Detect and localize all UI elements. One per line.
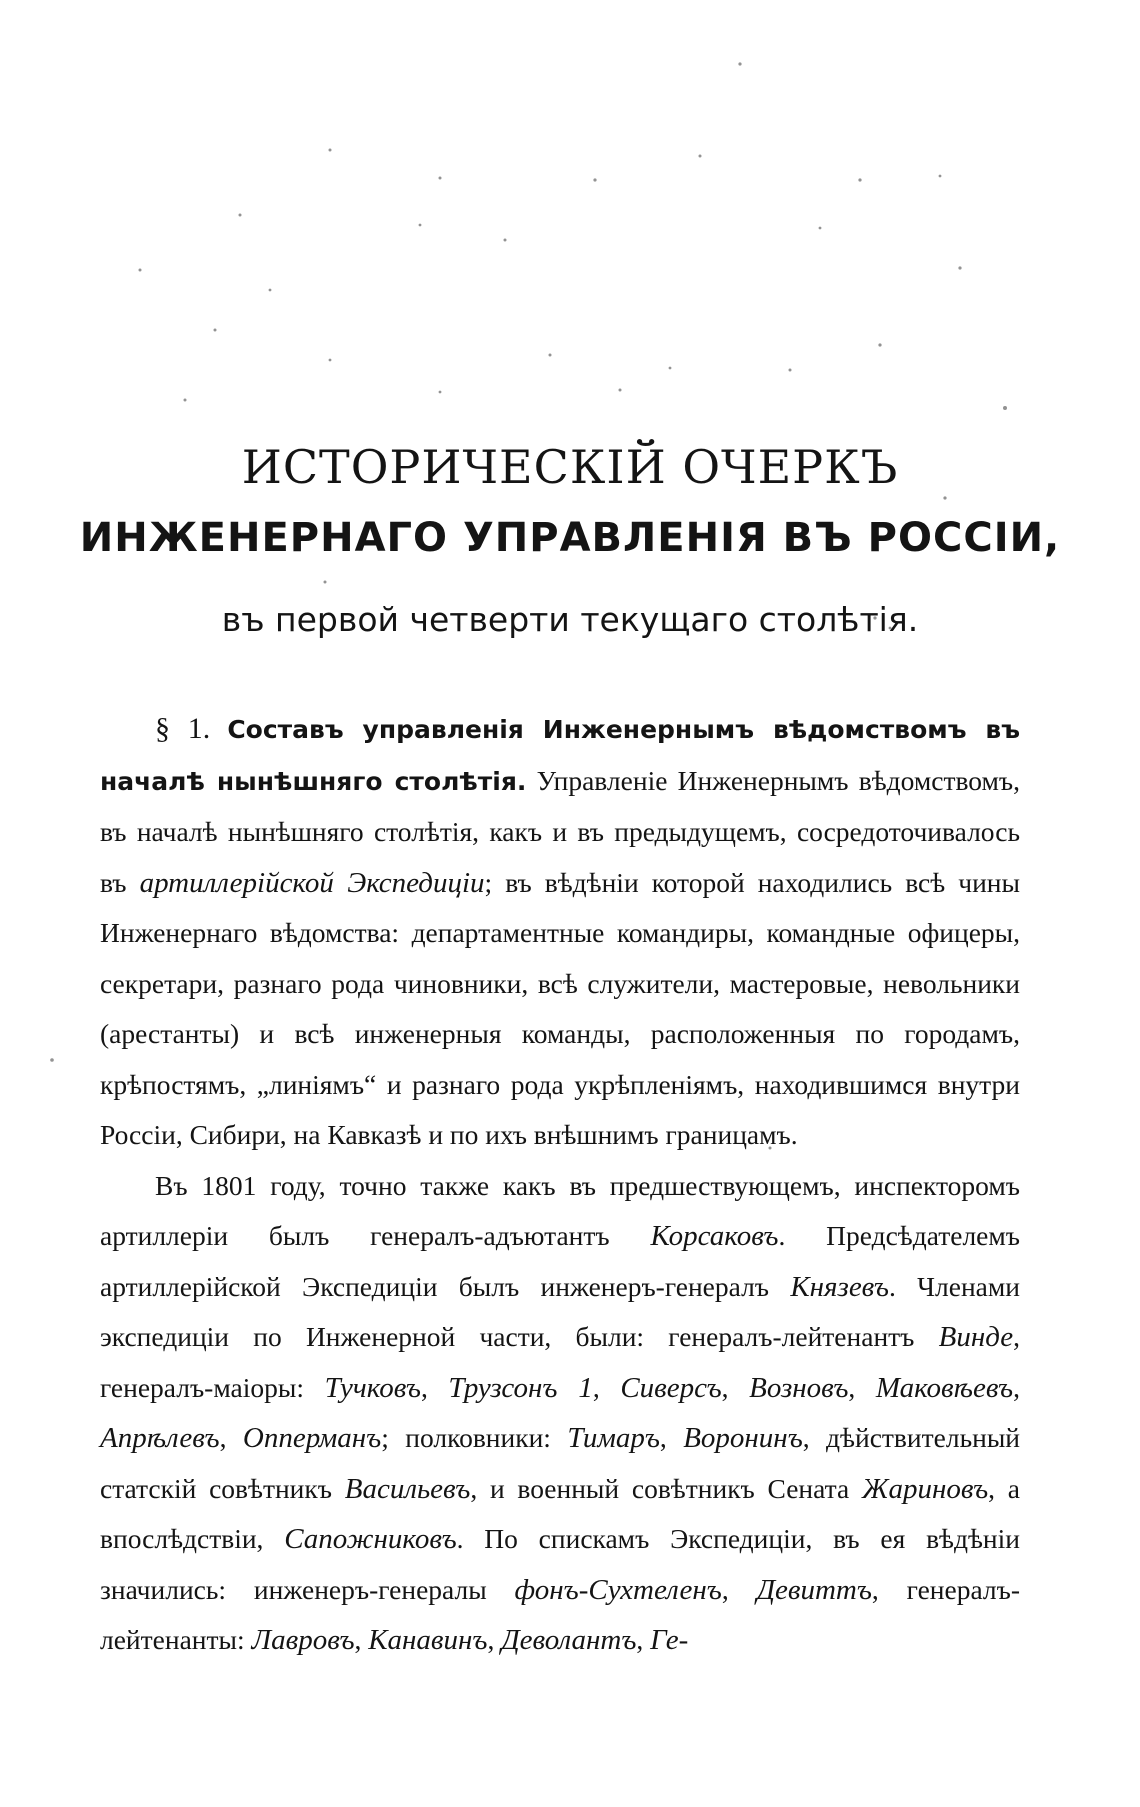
italic-name: Тучковъ [324, 1371, 421, 1404]
text-run: ; въ вѣдѣніи которой находились всѣ чины Инженернаго вѣдомства: департаментные командиры, командные офицеры, секретари, разнаго рода чиновники, всѣ служители, мастеровые, невольники (арестанты) и всѣ инженерныя команды, расположенныя по городамъ, крѣпостямъ, „линіямъ“ и разнаго рода укрѣпленіямъ, находившимся внутри Россіи, Сибири, на Кавказѣ и по ихъ внѣшнимъ границамъ. [100, 866, 1020, 1150]
italic-name: Ге- [650, 1624, 689, 1656]
italic-name: Жариновъ [861, 1472, 989, 1505]
text-run: , и военный совѣтникъ Сената [470, 1472, 862, 1504]
text-run: . По спискамъ Экспедиціи, въ ея вѣдѣніи значились: инженеръ-генералы [100, 1523, 1020, 1605]
text-run: . Членами экспедиціи по Инженерной части, были: генералъ-лейтенантъ [100, 1270, 1021, 1352]
paragraph-1 [100, 704, 1020, 1161]
text-run: , [592, 1371, 621, 1403]
italic-name: Апрѣлевъ [100, 1422, 220, 1454]
text-run: , дѣйствительный статскій совѣтникъ [100, 1422, 1021, 1504]
italic-name: Винде [938, 1321, 1014, 1353]
italic-name: фонъ-Сухтеленъ [514, 1573, 722, 1606]
section-heading: Составъ управленія Инженернымъ вѣдомствомъ въ началѣ нынѣшняго столѣтія. [100, 715, 1021, 796]
title-line-1: ИСТОРИЧЕСКІЙ ОЧЕРКЪ [241, 440, 899, 494]
text-run: , [636, 1624, 651, 1655]
text-run: Въ 1801 году, точно также какъ въ предшествующемъ, инспекторомъ артиллеріи былъ генералъ-адъютантъ [100, 1169, 1020, 1251]
paragraph-2 [100, 1161, 1020, 1666]
text-run: . Предсѣдателемъ артиллерійской Экспедиціи былъ инженеръ-генералъ [100, 1220, 1020, 1302]
italic-name: Корсаковъ [650, 1220, 779, 1252]
text-run: Управленіе Инженернымъ вѣдомствомъ, въ началѣ нынѣшняго столѣтія, какъ и въ предыдущемъ, сосредоточивалось въ [100, 764, 1020, 898]
text-run: , [721, 1371, 750, 1403]
italic-name: Возновъ [749, 1371, 849, 1404]
italic-name: Трузсонъ 1 [448, 1371, 593, 1404]
text-run: , [354, 1624, 369, 1655]
italic-name: Деволантъ [501, 1624, 637, 1656]
italic-name: Девиттъ [756, 1573, 872, 1606]
italic-name: Тимаръ [567, 1422, 660, 1454]
text-run: , [487, 1624, 502, 1655]
italic-name: Лавровъ [251, 1624, 355, 1656]
section-number: § 1. [155, 712, 211, 745]
italic-name: Воронинъ [683, 1422, 803, 1454]
main-text [100, 704, 1020, 1666]
italic-name: Опперманъ [242, 1422, 382, 1454]
italic-name: Сиверсъ [620, 1371, 722, 1404]
italic-name: Канавинъ [368, 1624, 488, 1656]
italic-name: Васильевъ [344, 1472, 471, 1505]
italic-name: Князевъ [790, 1270, 889, 1303]
italic-name: артиллерійской Экспедиціи [139, 866, 485, 899]
title-line-2: ИНЖЕНЕРНАГО УПРАВЛЕНІЯ ВЪ РОССІИ, [79, 515, 1061, 561]
text-run: , генералъ-маіоры: [100, 1321, 1020, 1403]
text-run: , [659, 1422, 684, 1453]
text-run: , а впослѣдствіи, [100, 1472, 1020, 1554]
text-run: ; полковники: [381, 1422, 568, 1453]
title-line-3: въ первой четверти текущаго столѣтія. [221, 600, 919, 639]
text-run: , [420, 1371, 449, 1403]
text-run: , [1013, 1371, 1020, 1403]
text-run: , [721, 1573, 757, 1605]
text-run: , генералъ-лейтенанты: [100, 1573, 1020, 1655]
paragraph-1-text [100, 765, 1020, 1151]
text-run: , [219, 1422, 243, 1453]
italic-name: Маковѣевъ [875, 1371, 1014, 1404]
italic-name: Сапожниковъ [284, 1523, 457, 1555]
text-run: , [848, 1371, 876, 1403]
